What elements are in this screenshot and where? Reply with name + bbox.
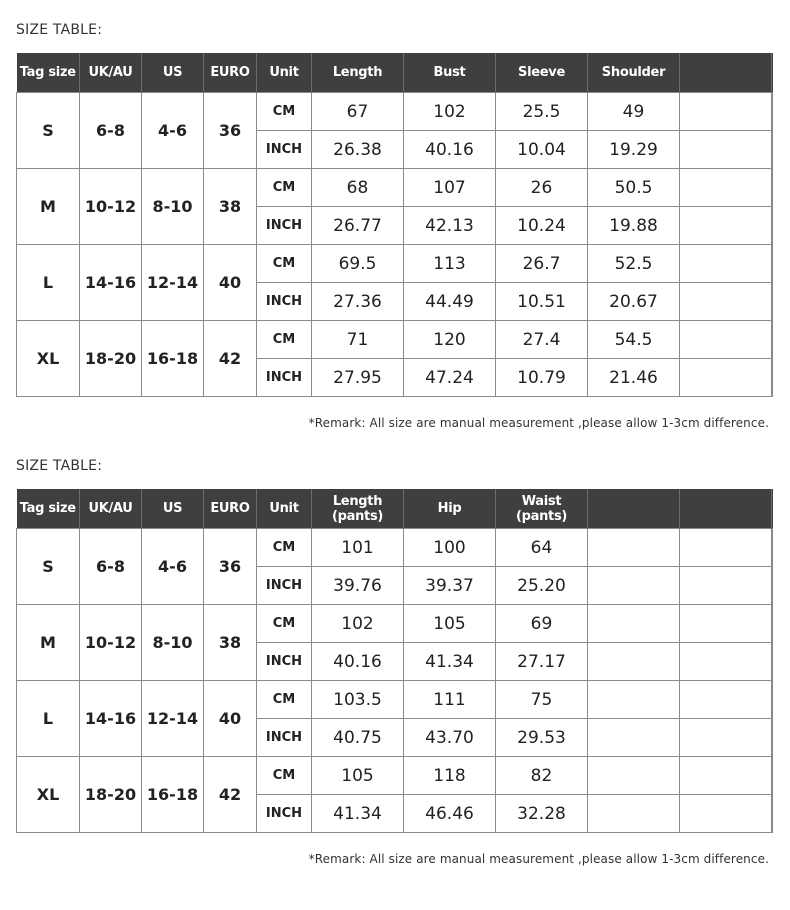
- column-header-label: Bust: [433, 65, 466, 80]
- column-header: [204, 489, 257, 529]
- uk-au-cell: 10-12: [80, 605, 142, 681]
- size-table-tops: [16, 53, 773, 397]
- section-title: SIZE TABLE:: [16, 458, 103, 474]
- unit-cell-cm: CM: [257, 245, 312, 283]
- measurement-cell: [772, 681, 773, 719]
- measurement-cell: 10.51: [496, 283, 588, 321]
- uk-au-cell: 18-20: [80, 321, 142, 397]
- table-row: [17, 245, 773, 283]
- euro-cell: 38: [204, 169, 257, 245]
- column-header-label: Length: [332, 65, 383, 80]
- us-cell: 12-14: [142, 245, 204, 321]
- euro-cell: 42: [204, 321, 257, 397]
- measurement-cell: 103.5: [312, 681, 404, 719]
- measurement-cell: [772, 131, 773, 169]
- measurement-cell: 118: [404, 757, 496, 795]
- measurement-cell: 42.13: [404, 207, 496, 245]
- column-header: [312, 489, 404, 529]
- measurement-cell: 40.16: [404, 131, 496, 169]
- measurement-cell: [680, 131, 772, 169]
- us-cell: 16-18: [142, 757, 204, 833]
- measurement-cell: 100: [404, 529, 496, 567]
- measurement-cell: 68: [312, 169, 404, 207]
- measurement-cell: 52.5: [588, 245, 680, 283]
- size-tag-cell: M: [17, 605, 80, 681]
- column-header: [680, 489, 772, 529]
- measurement-cell: [680, 207, 772, 245]
- size-tag-cell: XL: [17, 757, 80, 833]
- column-header-label: Shoulder: [601, 65, 666, 80]
- measurement-cell: 75: [496, 681, 588, 719]
- measurement-cell: 19.88: [588, 207, 680, 245]
- measurement-cell: 47.24: [404, 359, 496, 397]
- uk-au-cell: 6-8: [80, 529, 142, 605]
- measurement-cell: 67: [312, 93, 404, 131]
- column-header-label: (pants): [515, 508, 568, 524]
- column-header: [588, 53, 680, 93]
- measurement-cell: 105: [404, 605, 496, 643]
- size-tag-cell: L: [17, 245, 80, 321]
- measurement-cell: [588, 681, 680, 719]
- unit-cell-inch: INCH: [257, 643, 312, 681]
- column-header-label: Unit: [269, 501, 299, 516]
- us-cell: 8-10: [142, 169, 204, 245]
- table-row: [17, 169, 773, 207]
- measurement-cell: [680, 283, 772, 321]
- column-header: [257, 53, 312, 93]
- measurement-cell: [680, 529, 772, 567]
- measurement-cell: 39.76: [312, 567, 404, 605]
- measurement-cell: 39.37: [404, 567, 496, 605]
- measurement-cell: 19.29: [588, 131, 680, 169]
- measurement-cell: [772, 567, 773, 605]
- measurement-cell: 120: [404, 321, 496, 359]
- column-header: [496, 53, 588, 93]
- size-tag-cell: XL: [17, 321, 80, 397]
- measurement-cell: 64: [496, 529, 588, 567]
- euro-cell: 42: [204, 757, 257, 833]
- table-header-row: [17, 489, 773, 529]
- measurement-cell: 26.77: [312, 207, 404, 245]
- measurement-cell: 102: [404, 93, 496, 131]
- us-cell: 8-10: [142, 605, 204, 681]
- measurement-cell: 29.53: [496, 719, 588, 757]
- measurement-cell: [588, 605, 680, 643]
- us-cell: 4-6: [142, 93, 204, 169]
- measurement-cell: [588, 795, 680, 833]
- measurement-cell: 44.49: [404, 283, 496, 321]
- unit-cell-cm: CM: [257, 169, 312, 207]
- uk-au-cell: 14-16: [80, 245, 142, 321]
- measurement-cell: 113: [404, 245, 496, 283]
- measurement-cell: [772, 283, 773, 321]
- measurement-cell: 46.46: [404, 795, 496, 833]
- measurement-cell: [772, 359, 773, 397]
- measurement-cell: [772, 795, 773, 833]
- column-header-label: Hip: [437, 501, 462, 516]
- measurement-cell: 10.79: [496, 359, 588, 397]
- measurement-cell: [772, 643, 773, 681]
- uk-au-cell: 6-8: [80, 93, 142, 169]
- unit-cell-inch: INCH: [257, 719, 312, 757]
- measurement-cell: 71: [312, 321, 404, 359]
- table-row: [17, 757, 773, 795]
- size-tag-cell: L: [17, 681, 80, 757]
- unit-cell-inch: INCH: [257, 567, 312, 605]
- uk-au-cell: 18-20: [80, 757, 142, 833]
- measurement-cell: [680, 169, 772, 207]
- measurement-cell: 25.20: [496, 567, 588, 605]
- unit-cell-inch: INCH: [257, 795, 312, 833]
- column-header-label: US: [162, 65, 183, 80]
- measurement-cell: 105: [312, 757, 404, 795]
- measurement-cell: 27.4: [496, 321, 588, 359]
- column-header: [404, 489, 496, 529]
- size-tag-cell: S: [17, 93, 80, 169]
- unit-cell-cm: CM: [257, 605, 312, 643]
- measurement-cell: [680, 643, 772, 681]
- measurement-cell: [680, 567, 772, 605]
- size-tag-cell: M: [17, 169, 80, 245]
- table-row: [17, 681, 773, 719]
- measurement-cell: [772, 719, 773, 757]
- measurement-cell: 49: [588, 93, 680, 131]
- measurement-cell: [772, 93, 773, 131]
- column-header: [772, 53, 773, 93]
- measurement-cell: 69: [496, 605, 588, 643]
- measurement-cell: [680, 757, 772, 795]
- us-cell: 4-6: [142, 529, 204, 605]
- measurement-cell: 20.67: [588, 283, 680, 321]
- column-header: [142, 489, 204, 529]
- column-header-label: Sleeve: [518, 65, 565, 80]
- measurement-cell: [772, 207, 773, 245]
- column-header-label: US: [162, 501, 183, 516]
- measurement-cell: 10.24: [496, 207, 588, 245]
- column-header-label: Unit: [269, 65, 299, 80]
- column-header: [257, 489, 312, 529]
- column-header: [496, 489, 588, 529]
- column-header-label: Length: [332, 493, 383, 509]
- table-row: [17, 321, 773, 359]
- euro-cell: 38: [204, 605, 257, 681]
- column-header-label: Tag size: [19, 65, 76, 80]
- remark-note: *Remark: All size are manual measurement ,please allow 1-3cm difference.: [308, 852, 769, 866]
- measurement-cell: 41.34: [312, 795, 404, 833]
- measurement-cell: 50.5: [588, 169, 680, 207]
- section-title: SIZE TABLE:: [16, 22, 103, 38]
- column-header: [80, 53, 142, 93]
- measurement-cell: 111: [404, 681, 496, 719]
- unit-cell-inch: INCH: [257, 283, 312, 321]
- measurement-cell: 21.46: [588, 359, 680, 397]
- table-row: [17, 605, 773, 643]
- measurement-cell: 40.16: [312, 643, 404, 681]
- unit-cell-cm: CM: [257, 681, 312, 719]
- measurement-cell: [680, 719, 772, 757]
- column-header: [404, 53, 496, 93]
- measurement-cell: [588, 757, 680, 795]
- measurement-cell: 27.17: [496, 643, 588, 681]
- size-table-pants: [16, 489, 773, 833]
- measurement-cell: [588, 719, 680, 757]
- column-header: [17, 53, 80, 93]
- unit-cell-cm: CM: [257, 529, 312, 567]
- measurement-cell: [772, 169, 773, 207]
- column-header-label: UK/AU: [88, 501, 133, 516]
- measurement-cell: [588, 567, 680, 605]
- unit-cell-cm: CM: [257, 93, 312, 131]
- measurement-cell: 43.70: [404, 719, 496, 757]
- measurement-cell: [680, 605, 772, 643]
- measurement-cell: [680, 321, 772, 359]
- measurement-cell: 41.34: [404, 643, 496, 681]
- column-header-label: EURO: [210, 65, 250, 80]
- us-cell: 16-18: [142, 321, 204, 397]
- measurement-cell: [772, 321, 773, 359]
- column-header-label: Tag size: [19, 501, 76, 516]
- measurement-cell: [588, 529, 680, 567]
- column-header-label: EURO: [210, 501, 250, 516]
- measurement-cell: [772, 245, 773, 283]
- measurement-cell: 26.7: [496, 245, 588, 283]
- measurement-cell: [772, 605, 773, 643]
- column-header: [204, 53, 257, 93]
- measurement-cell: 32.28: [496, 795, 588, 833]
- unit-cell-inch: INCH: [257, 131, 312, 169]
- uk-au-cell: 10-12: [80, 169, 142, 245]
- measurement-cell: 101: [312, 529, 404, 567]
- column-header: [80, 489, 142, 529]
- measurement-cell: 10.04: [496, 131, 588, 169]
- uk-au-cell: 14-16: [80, 681, 142, 757]
- measurement-cell: 69.5: [312, 245, 404, 283]
- measurement-cell: [680, 359, 772, 397]
- measurement-cell: 26: [496, 169, 588, 207]
- unit-cell-cm: CM: [257, 321, 312, 359]
- measurement-cell: 54.5: [588, 321, 680, 359]
- column-header: [17, 489, 80, 529]
- measurement-cell: [680, 795, 772, 833]
- euro-cell: 40: [204, 245, 257, 321]
- column-header-label: UK/AU: [88, 65, 133, 80]
- measurement-cell: 102: [312, 605, 404, 643]
- size-tag-cell: S: [17, 529, 80, 605]
- measurement-cell: [680, 93, 772, 131]
- measurement-cell: 82: [496, 757, 588, 795]
- table-header-row: [17, 53, 773, 93]
- measurement-cell: 40.75: [312, 719, 404, 757]
- column-header: [680, 53, 772, 93]
- table-row: [17, 93, 773, 131]
- unit-cell-inch: INCH: [257, 359, 312, 397]
- measurement-cell: [772, 529, 773, 567]
- measurement-cell: [588, 643, 680, 681]
- remark-note: *Remark: All size are manual measurement ,please allow 1-3cm difference.: [308, 416, 769, 430]
- column-header: [588, 489, 680, 529]
- us-cell: 12-14: [142, 681, 204, 757]
- unit-cell-cm: CM: [257, 757, 312, 795]
- column-header: [772, 489, 773, 529]
- table-row: [17, 529, 773, 567]
- column-header: [142, 53, 204, 93]
- euro-cell: 36: [204, 93, 257, 169]
- unit-cell-inch: INCH: [257, 207, 312, 245]
- measurement-cell: 26.38: [312, 131, 404, 169]
- measurement-cell: 27.95: [312, 359, 404, 397]
- column-header-label: Waist: [521, 493, 562, 509]
- measurement-cell: [772, 757, 773, 795]
- measurement-cell: [680, 681, 772, 719]
- measurement-cell: [680, 245, 772, 283]
- measurement-cell: 25.5: [496, 93, 588, 131]
- measurement-cell: 27.36: [312, 283, 404, 321]
- measurement-cell: 107: [404, 169, 496, 207]
- column-header-label: (pants): [331, 508, 384, 524]
- euro-cell: 40: [204, 681, 257, 757]
- column-header: [312, 53, 404, 93]
- euro-cell: 36: [204, 529, 257, 605]
